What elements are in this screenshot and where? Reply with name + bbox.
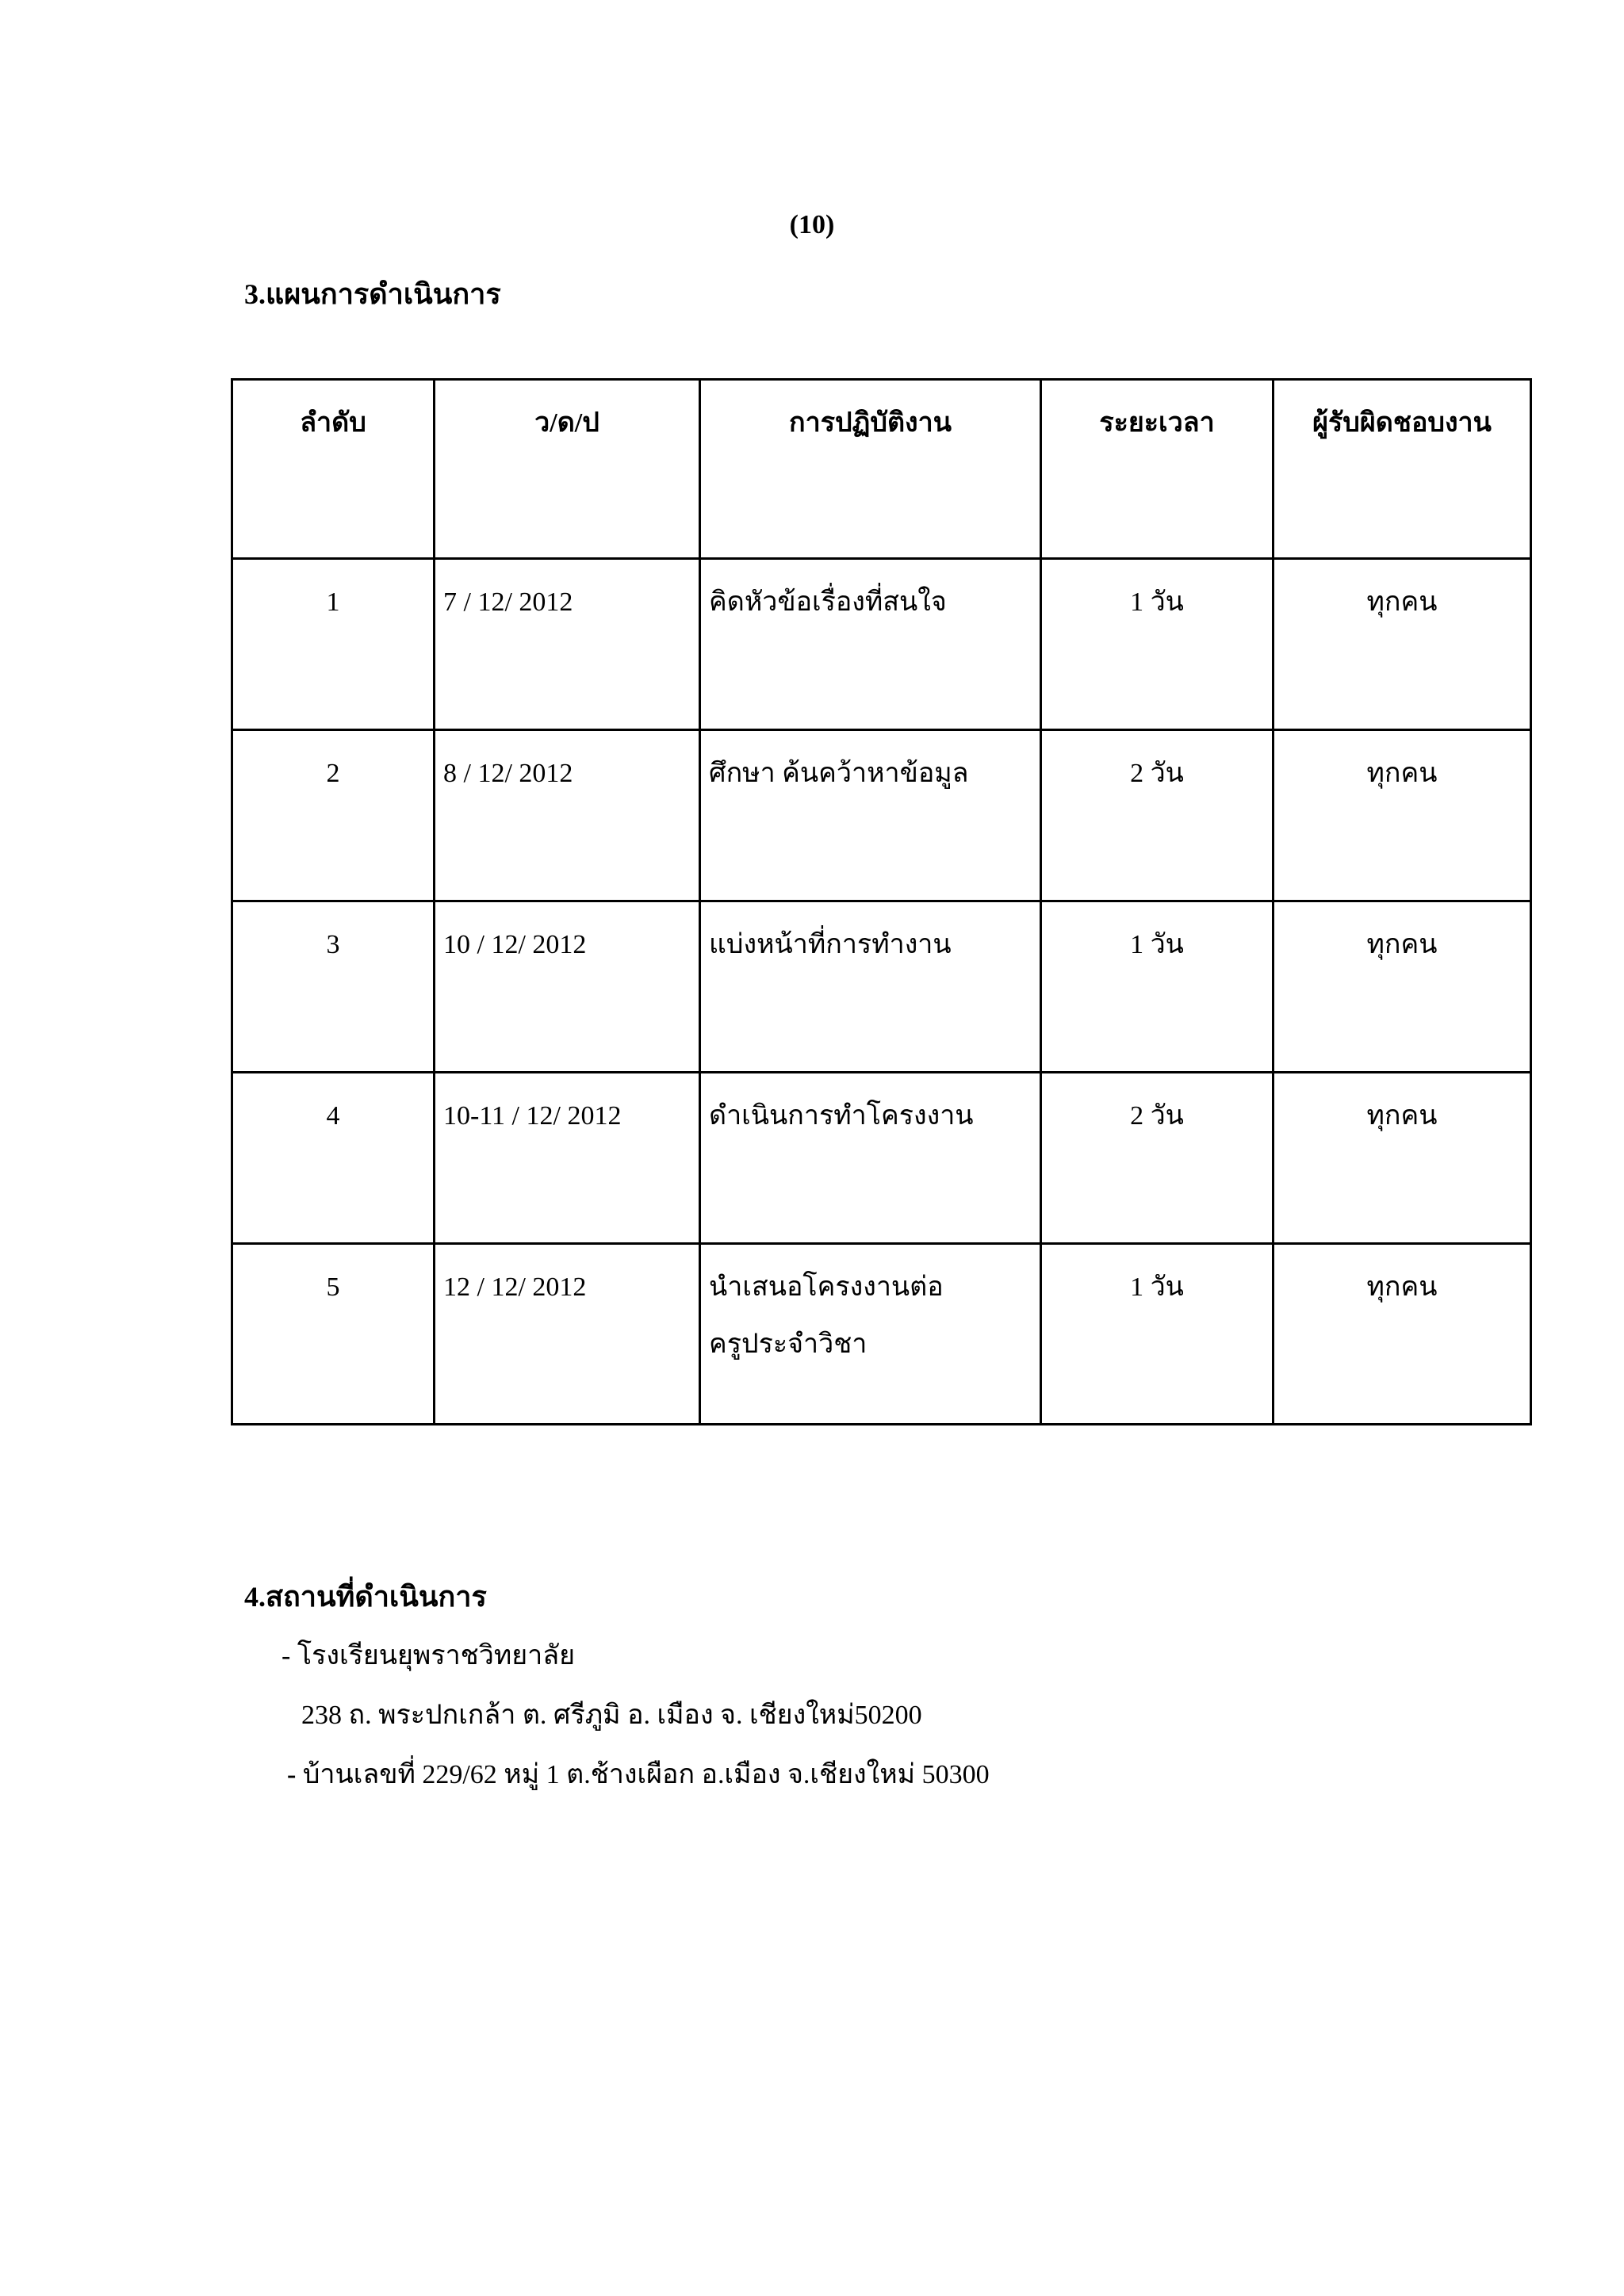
cell-task — [700, 1073, 1041, 1244]
cell-responsible: ทุกคน — [1274, 559, 1531, 730]
cell-duration: 1 วัน — [1041, 1244, 1274, 1425]
cell-duration: 1 วัน — [1041, 559, 1274, 730]
location-house-address: บ้านเลขที่ 229/62 หมู่ 1 ต.ช้างเผือก อ.เมือง จ.เชียงใหม่ 50300 — [296, 1760, 990, 1789]
task-text: คิดหัวข้อเรื่องที่สนใจ — [709, 587, 947, 617]
task-text: ดำเนินการทำโครงงาน — [709, 1101, 974, 1131]
table-row — [232, 901, 1531, 1073]
cell-task — [700, 730, 1041, 901]
header-task: การปฏิบัติงาน — [700, 380, 1041, 559]
cell-duration: 1 วัน — [1041, 901, 1274, 1073]
cell-date: 10-11 / 12/ 2012 — [435, 1073, 700, 1244]
task-text: แบ่งหน้าที่การทำงาน — [709, 930, 952, 959]
task-text-line-2: ครูประจำวิชา — [709, 1330, 868, 1359]
bullet-dash: - — [287, 1760, 297, 1789]
table-row — [232, 1073, 1531, 1244]
cell-responsible: ทุกคน — [1274, 1244, 1531, 1425]
header-responsible: ผู้รับผิดชอบงาน — [1274, 380, 1531, 559]
plan-table — [231, 378, 1532, 1425]
cell-order: 4 — [232, 1073, 435, 1244]
cell-task — [700, 1244, 1041, 1425]
location-school-address: 238 ถ. พระปกเกล้า ต. ศรีภูมิ อ. เมือง จ. เชียงใหม่50200 — [301, 1701, 922, 1730]
header-duration: ระยะเวลา — [1041, 380, 1274, 559]
cell-date: 8 / 12/ 2012 — [435, 730, 700, 901]
cell-date: 7 / 12/ 2012 — [435, 559, 700, 730]
header-date: ว/ด/ป — [435, 380, 700, 559]
cell-order: 3 — [232, 901, 435, 1073]
table-row — [232, 559, 1531, 730]
cell-responsible: ทุกคน — [1274, 730, 1531, 901]
table-row — [232, 1244, 1531, 1425]
location-house — [287, 1752, 990, 1795]
cell-responsible: ทุกคน — [1274, 1073, 1531, 1244]
cell-task — [700, 901, 1041, 1073]
location-school: - โรงเรียนยุพราชวิทยาลัย — [282, 1641, 576, 1670]
page-number: (10) — [789, 210, 835, 239]
cell-order: 5 — [232, 1244, 435, 1425]
header-order: ลำดับ — [232, 380, 435, 559]
cell-order: 1 — [232, 559, 435, 730]
cell-duration: 2 วัน — [1041, 1073, 1274, 1244]
cell-responsible: ทุกคน — [1274, 901, 1531, 1073]
cell-date: 12 / 12/ 2012 — [435, 1244, 700, 1425]
cell-task — [700, 559, 1041, 730]
task-text: ศึกษา ค้นคว้าหาข้อมูล — [709, 759, 969, 788]
cell-duration: 2 วัน — [1041, 730, 1274, 901]
section-3-title: 3.แผนการดำเนินการ — [244, 278, 501, 310]
task-text: นำเสนอโครงงานต่อ — [709, 1272, 944, 1302]
cell-order: 2 — [232, 730, 435, 901]
section-4-title: 4.สถานที่ดำเนินการ — [244, 1581, 487, 1613]
table-row — [232, 730, 1531, 901]
cell-date: 10 / 12/ 2012 — [435, 901, 700, 1073]
table-header-row — [232, 380, 1531, 559]
